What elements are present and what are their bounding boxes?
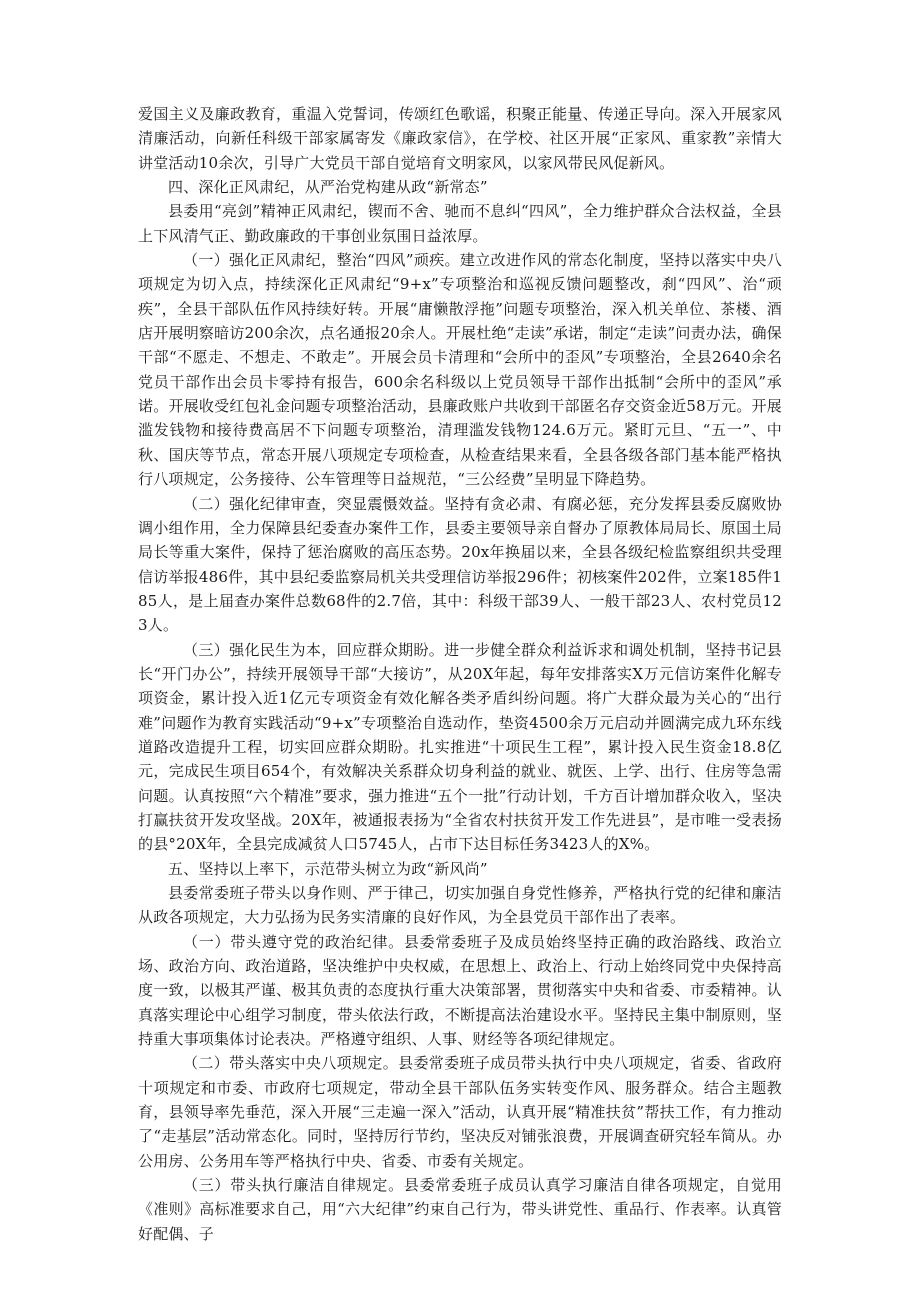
section-4-item-2: （二）强化纪律审查，突显震慑效益。坚持有贪必肃、有腐必惩，充分发挥县委反腐败协调小组作用，全力保障县纪委查办案件工作，县委主要领导亲自督办了原教体局局长、原国土局局长等重大案件，保持了惩治腐败的高压态势。20x年换届以来，全县各级纪检监察组织共受理信访举报486件，其中县纪委监察局机关共受理信访举报296件；初核案件202件，立案185件185人，是上届查办案件总数68件的2.7倍，其中：科级干部39人、一般干部23人、农村党员123人。 [138, 494, 782, 635]
section-5-item-3: （三）带头执行廉洁自律规定。县委常委班子成员认真学习廉洁自律各项规定，自觉用《准则》高标准要求自己，用“六大纪律”约束自己行为，带头讲党性、重品行、作表率。认真管好配偶、子 [138, 1176, 782, 1243]
document-body [138, 102, 782, 1246]
section-4-item-3: （三）强化民生为本，回应群众期盼。进一步健全群众利益诉求和调处机制，坚持书记县长“开门办公”，持续开展领导干部“大接访”，从20X年起，每年安排落实X万元信访案件化解专项资金，累计投入近1亿元专项资金有效化解各类矛盾纠纷问题。将广大群众最为关心的“出行难”问题作为教育实践活动“9+x”专项整治自选动作，垫资4500余万元启动并圆满完成九环东线道路改造提升工程，切实回应群众期盼。扎实推进“十项民生工程”，累计投入民生资金18.8亿元，完成民生项目654个，有效解决关系群众切身利益的就业、就医、上学、出行、住房等急需问题。认真按照“六个精准”要求，强力推进“五个一批”行动计划，千方百计增加群众收入，坚决打赢扶贫开发攻坚战。20X年，被通报表扬为“全省农村扶贫开发工作先进县”，是市唯一受表扬的县°20X年，全县完成减贫人口5745人，占市下达目标任务3423人的X%。 [138, 640, 782, 854]
section-4-intro: 县委用“亮剑”精神正风肃纪，锲而不舍、驰而不息纠“四风”，全力维护群众合法权益，全县上下风清气正、勤政廉政的干事创业氛围日益浓厚。 [138, 202, 782, 245]
section-5-intro: 县委常委班子带头以身作则、严于律己，切实加强自身党性修养，严格执行党的纪律和廉洁从政各项规定，大力弘扬为民务实清廉的良好作风，为全县党员干部作出了表率。 [138, 884, 782, 927]
section-5-item-1: （一）带头遵守党的政治纪律。县委常委班子及成员始终坚持正确的政治路线、政治立场、政治方向、政治道路，坚决维护中央权威，在思想上、政治上、行动上始终同党中央保持高度一致，以极其严谨、极其负责的态度执行重大决策部署，贯彻落实中央和省委、市委精神。认真落实理论中心组学习制度，带头依法行政，不断提高法治建设水平。坚持民主集中制原则，坚持重大事项集体讨论表决。严格遵守组织、人事、财经等各项纪律规定。 [138, 932, 782, 1049]
section-4-item-1: （一）强化正风肃纪，整治“四风”顽疾。建立改进作风的常态化制度，坚持以落实中央八项规定为切入点，持续深化正风肃纪“9+x”专项整治和巡视反馈问题整改，刹“四风”、治“顽疾”，全县干部队伍作风持续好转。开展“庸懒散浮拖”问题专项整治，深入机关单位、茶楼、酒店开展明察暗访200余次，点名通报20余人。开展杜绝“走读”承诺，制定“走读”问责办法，确保干部“不愿走、不想走、不敢走”。开展会员卡清理和“会所中的歪风”专项整治，全县2640余名党员干部作出会员卡零持有报告，600余名科级以上党员领导干部作出抵制“会所中的歪风”承诺。开展收受红包礼金问题专项整治活动，县廉政账户共收到干部匿名存交资金近58万元。开展滥发钱物和接待费高居不下问题专项整治，清理滥发钱物124.6万元。紧盯元旦、“五一”、中秋、国庆等节点，常态开展八项规定专项检查，从检查结果来看，全县各级各部门基本能严格执行八项规定，公务接待、公车管理等日益规范，“三公经费”呈明显下降趋势。 [138, 251, 782, 489]
section-heading-5: 五、坚持以上率下，示范带头树立为政“新风尚” [168, 859, 488, 878]
section-5-item-2: （二）带头落实中央八项规定。县委常委班子成员带头执行中央八项规定，省委、省政府十项规定和市委、市政府七项规定，带动全县干部队伍务实转变作风、服务群众。结合主题教育，县领导率先垂范，深入开展“三走遍一深入”活动，认真开展“精准扶贫”帮扶工作，有力推动了“走基层”活动常态化。同时，坚持厉行节约，坚决反对铺张浪费，开展调查研究轻车简从。办公用房、公务用车等严格执行中央、省委、市委有关规定。 [138, 1054, 782, 1170]
paragraph-family-education-continued: 爱国主义及廉政教育，重温入党誓词，传颂红色歌谣，积聚正能量、传递正导向。深入开展家风清廉活动，向新任科级干部家属寄发《廉政家信》，在学校、社区开展“正家风、重家教”亲情大讲堂活动10余次，引导广大党员干部自觉培育文明家风，以家风带民风促新风。 [138, 105, 782, 172]
section-heading-4: 四、深化正风肃纪，从严治党构建从政“新常态” [168, 178, 488, 197]
